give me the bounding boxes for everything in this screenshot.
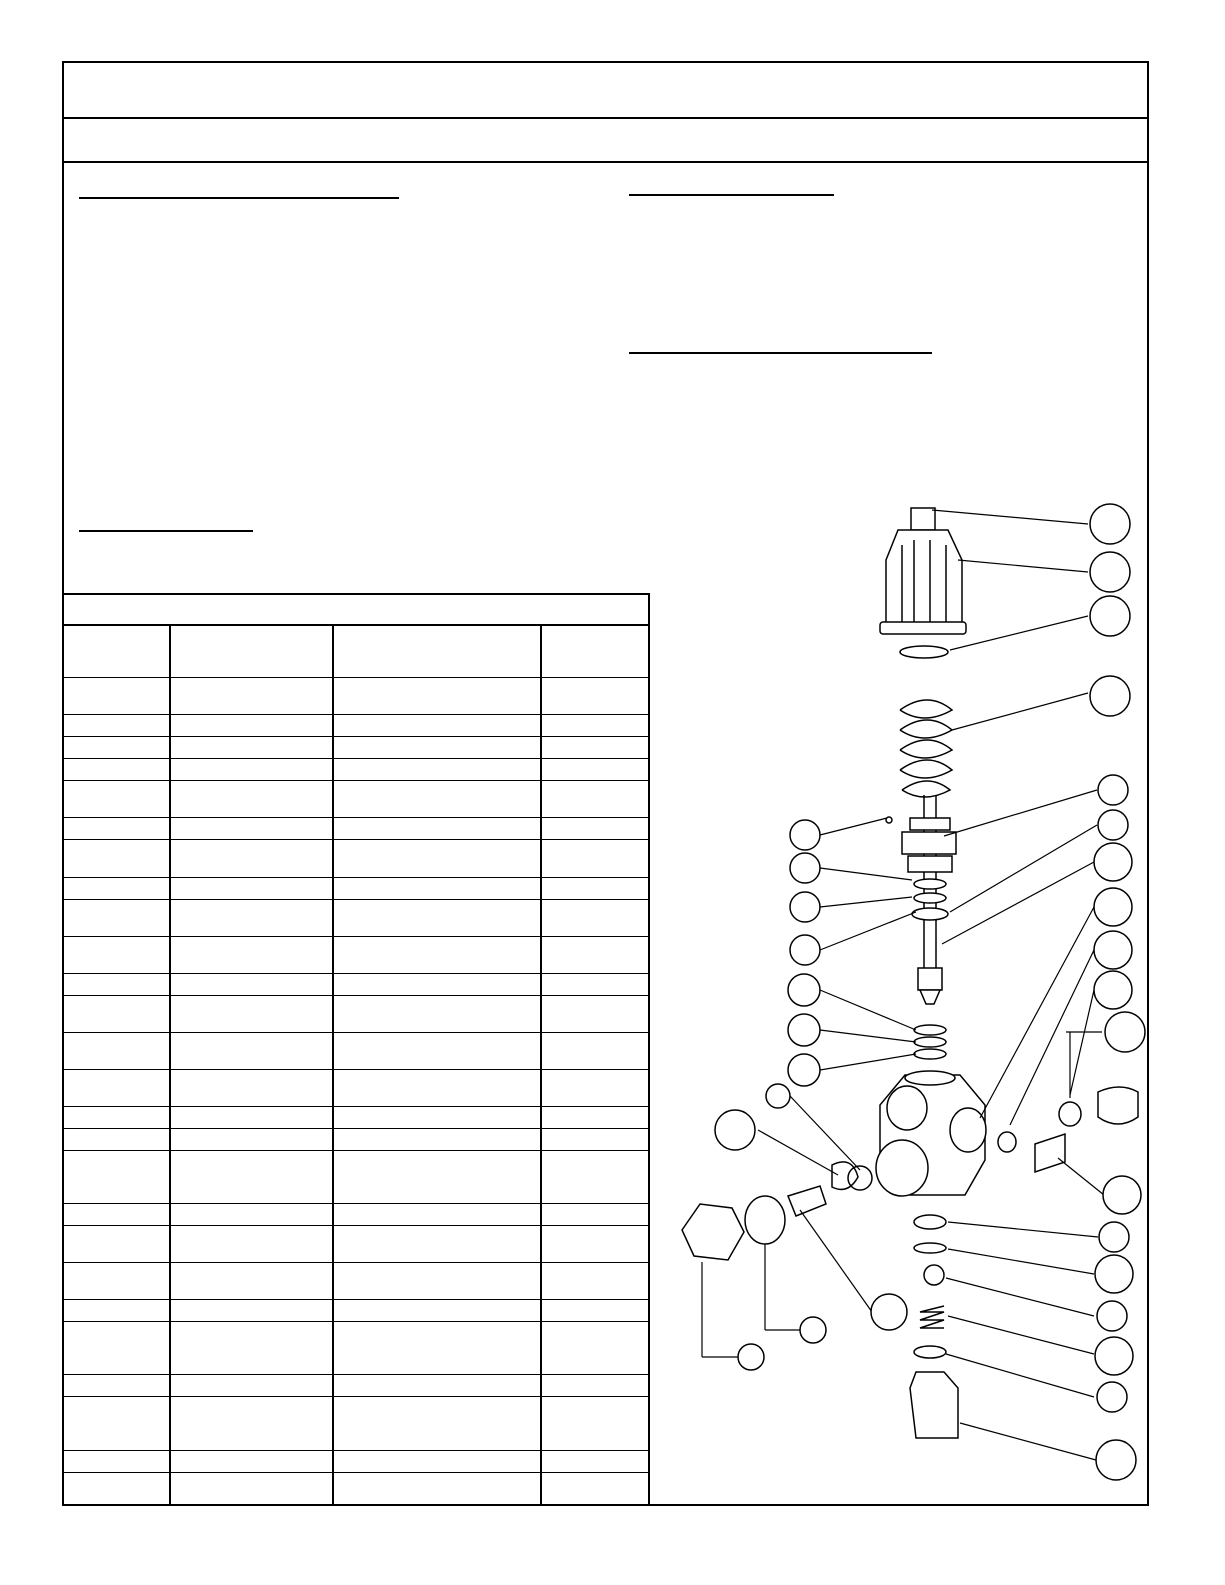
callout-bubble bbox=[1090, 504, 1130, 544]
callout-bubble bbox=[790, 853, 820, 883]
callout-bubble bbox=[1094, 971, 1132, 1009]
callout-bubble bbox=[788, 1014, 820, 1046]
callout-bubble bbox=[1095, 1337, 1133, 1375]
callout-bubble bbox=[788, 974, 820, 1006]
piston-stem bbox=[886, 795, 956, 1059]
callout-bubble bbox=[790, 892, 820, 922]
callout-bubble bbox=[871, 1294, 907, 1330]
callout-bubble bbox=[715, 1110, 755, 1150]
valve-body bbox=[876, 1071, 986, 1196]
callout-bubble bbox=[738, 1344, 764, 1370]
callout-bubble bbox=[1090, 676, 1130, 716]
callout-bubble bbox=[1098, 775, 1128, 805]
callout-bubble bbox=[1095, 1255, 1133, 1293]
callout-bubble bbox=[1105, 1012, 1145, 1052]
lower-check-assembly bbox=[910, 1215, 958, 1438]
callout-bubble bbox=[766, 1084, 790, 1108]
callout-bubble bbox=[1096, 1440, 1136, 1480]
callout-bubble bbox=[1090, 596, 1130, 636]
callout-bubble bbox=[1098, 810, 1128, 840]
main-spring bbox=[900, 700, 952, 797]
cap-knob bbox=[880, 508, 966, 658]
callout-bubble bbox=[1103, 1176, 1141, 1214]
callout-bubble bbox=[788, 1054, 820, 1086]
callout-bubble bbox=[1097, 1301, 1127, 1331]
callout-bubble bbox=[790, 820, 820, 850]
callout-bubble bbox=[1094, 843, 1132, 881]
callout-bubble bbox=[1099, 1222, 1129, 1252]
callout-bubble bbox=[1094, 888, 1132, 926]
callout-bubble bbox=[800, 1317, 826, 1343]
callout-bubble bbox=[1090, 552, 1130, 592]
callout-bubble bbox=[1094, 931, 1132, 969]
callout-bubble bbox=[1097, 1382, 1127, 1412]
callout-bubble bbox=[790, 935, 820, 965]
